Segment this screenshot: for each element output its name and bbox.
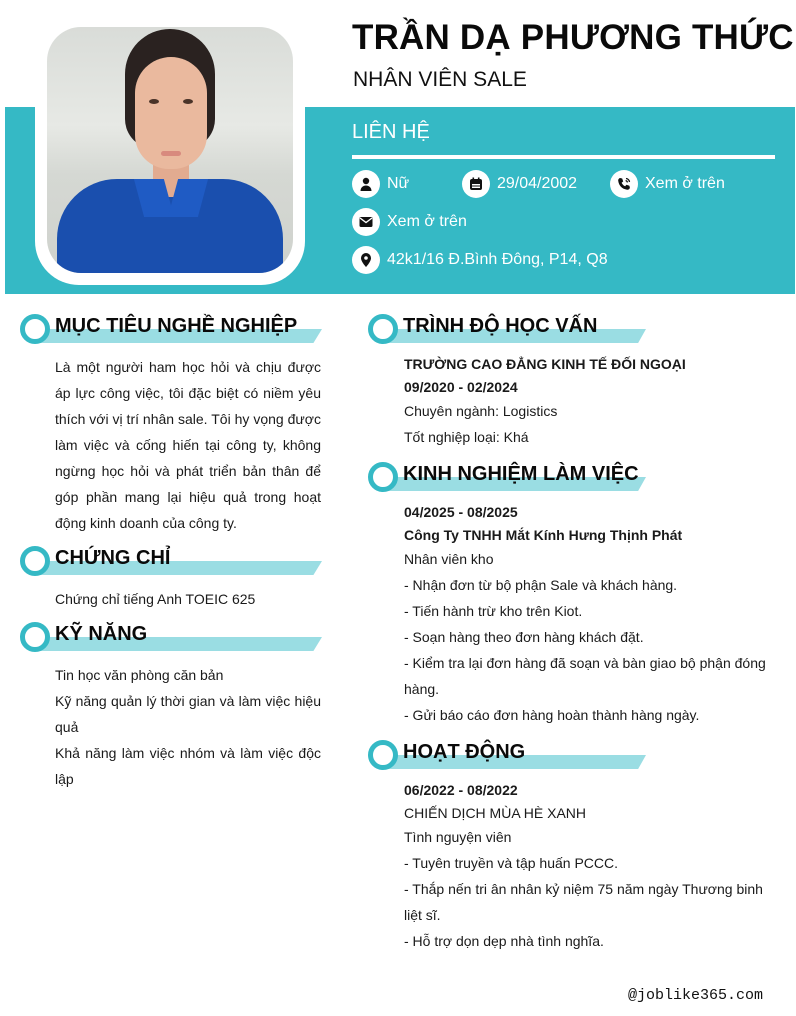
location-icon <box>352 246 380 274</box>
section-title: CHỨNG CHỈ <box>55 547 171 569</box>
activity-campaign: CHIẾN DỊCH MÙA HÈ XANH <box>404 805 587 821</box>
section-title: KINH NGHIỆM LÀM VIỆC <box>403 463 639 485</box>
calendar-icon <box>462 170 490 198</box>
education-major: Chuyên ngành: Logistics <box>404 403 558 419</box>
duty-item: - Gửi báo cáo đơn hàng hoàn thành hàng ngày. <box>404 707 700 723</box>
activity-item: - Hỗ trợ dọn dẹp nhà tình nghĩa. <box>404 933 604 949</box>
watermark: @joblike365.com <box>628 987 764 1004</box>
ring-icon <box>20 546 50 576</box>
contact-gender <box>352 170 409 198</box>
candidate-role: NHÂN VIÊN SALE <box>353 68 527 91</box>
section-objective-header <box>20 314 322 346</box>
duty-item: - Tiến hành trừ kho trên Kiot. <box>404 603 583 619</box>
education-details <box>404 352 774 450</box>
contact-email[interactable] <box>352 208 467 236</box>
activity-role: Tình nguyện viên <box>404 829 512 845</box>
skill-item: Khả năng làm việc nhóm và làm việc độc lập <box>55 745 321 787</box>
certificate-item: Chứng chỉ tiếng Anh TOEIC 625 <box>55 591 256 607</box>
section-education-header <box>368 314 648 346</box>
email-value: Xem ở trên <box>387 213 467 230</box>
section-title: TRÌNH ĐỘ HỌC VẤN <box>403 315 598 337</box>
activity-item: - Thắp nến tri ân nhân kỷ niệm 75 năm ngày Thương binh liệt sĩ. <box>404 881 763 923</box>
duty-item: - Nhận đơn từ bộ phận Sale và khách hàng. <box>404 577 678 593</box>
section-title: KỸ NĂNG <box>55 623 148 645</box>
section-certificates-header <box>20 546 322 578</box>
skill-item: Tin học văn phòng căn bản <box>55 667 224 683</box>
ring-icon <box>368 740 398 770</box>
section-activities-header <box>368 740 648 772</box>
certificates-list <box>55 586 321 612</box>
profile-photo <box>47 27 293 273</box>
section-experience-header <box>368 462 648 494</box>
education-grade: Tốt nghiệp loại: Khá <box>404 429 529 445</box>
duty-item: - Soạn hàng theo đơn hàng khách đặt. <box>404 629 644 645</box>
address-value: 42k1/16 Đ.Bình Đông, P14, Q8 <box>387 251 608 268</box>
gender-value: Nữ <box>387 175 410 192</box>
ring-icon <box>20 314 50 344</box>
experience-details <box>404 500 774 728</box>
skills-list <box>55 662 321 792</box>
section-skills-header <box>20 622 322 654</box>
phone-value: Xem ở trên <box>645 175 725 192</box>
contact-title: LIÊN HỆ <box>352 121 430 143</box>
objective-text: Là một người ham học hỏi và chịu được áp lực công việc, tôi đặc biệt có niềm yêu thích với vị trí nhân sale. Tôi hy vọng được làm việc và cống hiến tại công ty, không ngừng học hỏi và phát triển bản thân để góp phần mang lại hiệu quả trong hoạt động kinh doanh của công ty. <box>55 359 321 531</box>
user-icon <box>352 170 380 198</box>
education-period: 09/2020 - 02/2024 <box>404 379 518 395</box>
ring-icon <box>20 622 50 652</box>
duty-item: - Kiểm tra lại đơn hàng đã soạn và bàn giao bộ phận đóng hàng. <box>404 655 766 697</box>
contact-divider <box>352 155 775 159</box>
contact-phone[interactable] <box>610 170 725 198</box>
phone-icon <box>610 170 638 198</box>
candidate-name: TRẦN DẠ PHƯƠNG THỨC <box>352 18 794 57</box>
skill-item: Kỹ năng quản lý thời gian và làm việc hiệu quả <box>55 693 321 735</box>
job-position: Nhân viên kho <box>404 551 494 567</box>
birthday-value: 29/04/2002 <box>497 175 578 192</box>
school-name: TRƯỜNG CAO ĐẲNG KINH TẾ ĐỐI NGOẠI <box>404 356 686 372</box>
experience-period: 04/2025 - 08/2025 <box>404 504 518 520</box>
activity-period: 06/2022 - 08/2022 <box>404 782 518 798</box>
email-icon <box>352 208 380 236</box>
ring-icon <box>368 314 398 344</box>
section-title: MỤC TIÊU NGHỀ NGHIỆP <box>55 315 298 337</box>
section-title: HOẠT ĐỘNG <box>403 741 526 763</box>
company-name: Công Ty TNHH Mắt Kính Hưng Thịnh Phát <box>404 527 683 543</box>
activities-details <box>404 778 774 954</box>
activity-item: - Tuyên truyền và tập huấn PCCC. <box>404 855 618 871</box>
contact-address <box>352 246 608 274</box>
contact-birthday <box>462 170 577 198</box>
ring-icon <box>368 462 398 492</box>
